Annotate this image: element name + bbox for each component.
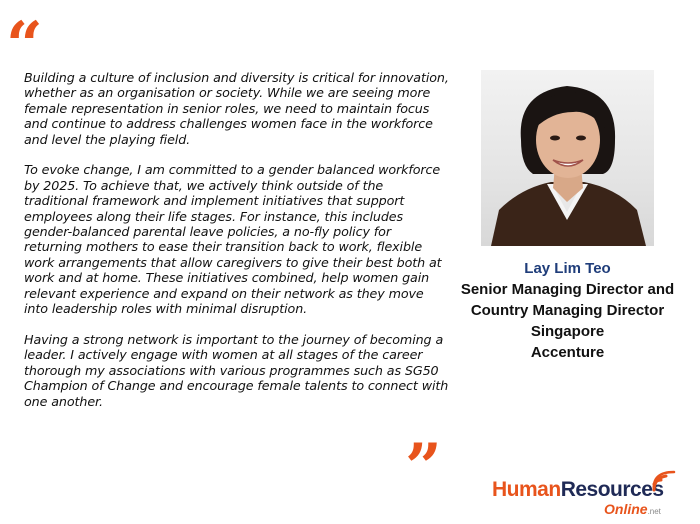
logo-part-net: .net xyxy=(647,507,661,516)
person-location: Singapore xyxy=(530,323,605,340)
logo-subtext xyxy=(604,501,661,517)
logo-wordmark xyxy=(492,478,664,502)
signal-waves-icon xyxy=(650,470,680,492)
portrait-photo xyxy=(481,70,654,246)
humanresources-online-logo xyxy=(492,470,692,520)
quote-paragraph-3: Having a strong network is important to the journey of becoming a leader. I actively engage with women at all stages of the career thorough my associations with various programmes such as SG50 Champion of Change and encourage female talents to connect with one another. xyxy=(24,331,449,409)
quote-text xyxy=(24,70,449,424)
open-quote-mark: “ xyxy=(6,8,43,83)
logo-part-resources: Resources xyxy=(560,478,664,501)
logo-part-human: Human xyxy=(492,478,561,501)
quote-paragraph-2: To evoke change, I am committed to a gender balanced workforce by 2025. To achieve that, we actively think outside of the traditional framework and implement initiatives that support employees along their life stages. For instance, this includes gender-balanced parental leave policies, a no-fly policy for returning mothers to ease their transition back to work, flexible work arrangements that allow caregivers to give their best both at work and at home. These initiatives combined, help women gain relevant experience and expand on their network as they move into leadership roles with minimal disruption. xyxy=(24,162,442,317)
quote-paragraph-1: Building a culture of inclusion and diversity is critical for innovation, whether as an organisation or society. While we are seeing more female representation in senior roles, we need to maintain focus and continue to address challenges women face in the workforce and level the playing field. xyxy=(24,70,449,147)
logo-part-online: Online xyxy=(604,501,648,517)
person-title-line2: Country Managing Director xyxy=(470,302,665,319)
person-caption xyxy=(440,258,695,363)
person-name: Lay Lim Teo xyxy=(524,260,611,277)
close-quote-mark: ” xyxy=(405,430,442,505)
person-title-line1: Senior Managing Director and xyxy=(460,281,675,298)
portrait-illustration xyxy=(481,70,654,246)
person-company: Accenture xyxy=(530,344,605,361)
